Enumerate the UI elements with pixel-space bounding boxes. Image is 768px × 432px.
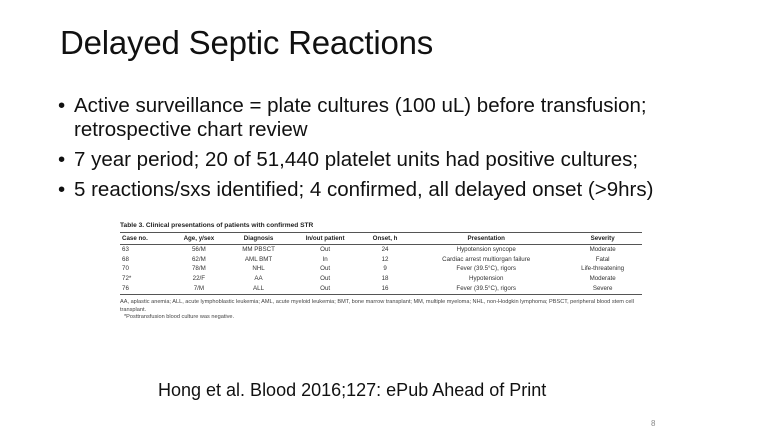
table-cell: AML BMT <box>244 255 273 263</box>
table-row <box>120 255 642 265</box>
column-header: Diagnosis <box>228 233 289 245</box>
table-cell: AA <box>254 275 263 283</box>
bullet-item <box>58 94 748 142</box>
table-header-row <box>120 233 642 245</box>
table-cell: 12 <box>381 255 389 263</box>
table-cell: Out <box>289 284 361 294</box>
table-cell: Hypotension syncope <box>456 245 516 253</box>
column-header: In/out patient <box>289 233 361 245</box>
bullet-dot-icon: • <box>58 178 66 201</box>
column-header: Case no. <box>120 233 170 245</box>
table-cell: 9 <box>383 265 387 273</box>
clinical-table-figure <box>120 222 642 322</box>
table-caption: Table 3. Clinical presentations of patients with confirmed STR <box>120 222 314 229</box>
abbreviation-footnote: AA, aplastic anemia; ALL, acute lymphoblastic leukemia; AML, acute myeloid leukemia; BMT, bone marrow transplant; MM, multiple myeloma; NHL, non-Hodgkin lymphoma; PBSCT, peripheral blood stem cell transplant. <box>120 298 634 313</box>
table-cell: 62/M <box>191 255 206 263</box>
table-cell: 70 <box>122 265 129 273</box>
table-cell: Fever (39.5°C), rigors <box>456 265 516 273</box>
table-cell: Life-threatening <box>581 265 625 273</box>
bullet-list <box>58 94 748 208</box>
table-footnotes <box>120 299 642 322</box>
table-cell: 24 <box>381 245 389 253</box>
table-cell: MM PBSCT <box>242 245 275 253</box>
table-cell: NHL <box>252 265 265 273</box>
table-cell: 68 <box>122 255 129 263</box>
slide-title: Delayed Septic Reactions <box>60 24 434 61</box>
bullet-text: 5 reactions/sxs identified; 4 confirmed, all delayed onset (>9hrs) <box>74 178 654 201</box>
table-cell: 63 <box>122 245 129 253</box>
clinical-presentations-table <box>120 232 642 295</box>
column-header: Severity <box>563 233 642 245</box>
table-cell: Moderate <box>589 275 616 283</box>
bullet-item <box>58 148 748 172</box>
table-cell: Severe <box>563 284 642 294</box>
table-row <box>120 274 642 284</box>
table-cell: 78/M <box>191 265 206 273</box>
table-cell: 16 <box>361 284 409 294</box>
bullet-dot-icon: • <box>58 148 66 171</box>
table-row <box>120 265 642 275</box>
table-cell: 22/F <box>192 275 206 283</box>
column-header: Presentation <box>409 233 563 245</box>
asterisk-footnote: *Posttransfusion blood culture was negative. <box>124 314 235 321</box>
table-cell: 72* <box>122 275 132 283</box>
bullet-text: 7 year period; 20 of 51,440 platelet units had positive cultures; <box>74 148 639 171</box>
table-cell: Out <box>320 275 331 283</box>
table-cell: Fever (39.5°C), rigors <box>409 284 563 294</box>
bullet-dot-icon: • <box>58 94 66 117</box>
table-cell: ALL <box>228 284 289 294</box>
table-cell: Moderate <box>589 245 616 253</box>
table-cell: 56/M <box>191 245 206 253</box>
table-cell: Hypotension <box>469 275 504 283</box>
table-cell: 7/M <box>170 284 228 294</box>
table-cell: 76 <box>120 284 170 294</box>
table-cell: Out <box>320 265 331 273</box>
table-row <box>120 284 642 294</box>
table-cell: In <box>322 255 328 263</box>
table-cell: Out <box>320 245 331 253</box>
bullet-item <box>58 178 748 202</box>
page-number: 8 <box>651 419 656 428</box>
table-cell: Cardiac arrest multiorgan failure <box>442 255 531 263</box>
citation: Hong et al. Blood 2016;127: ePub Ahead of Print <box>158 380 547 400</box>
table-cell: 18 <box>381 275 389 283</box>
column-header: Onset, h <box>361 233 409 245</box>
table-cell: Fatal <box>595 255 610 263</box>
column-header: Age, y/sex <box>170 233 228 245</box>
table-row <box>120 245 642 255</box>
bullet-text: Active surveillance = plate cultures (100 uL) before transfusion; retrospective chart review <box>74 94 647 141</box>
